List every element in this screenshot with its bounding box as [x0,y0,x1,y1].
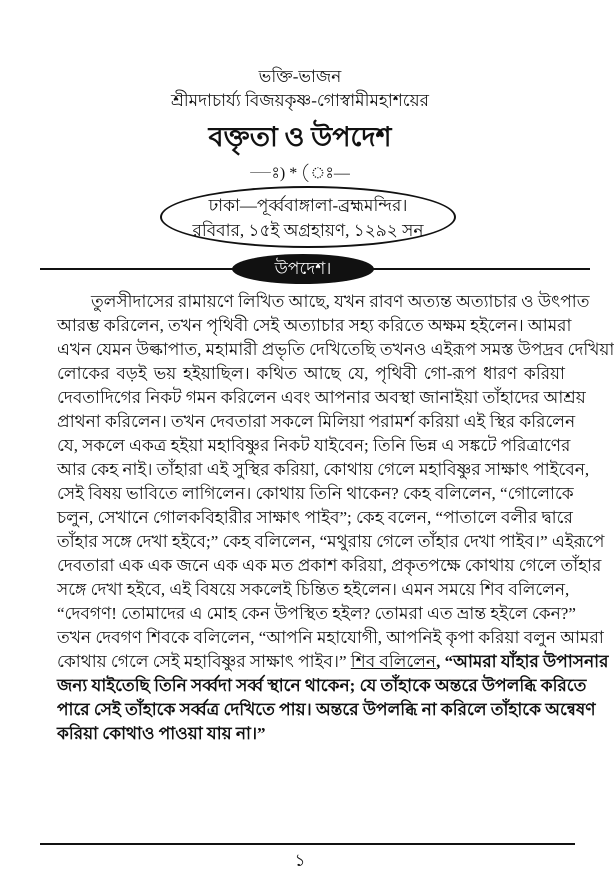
text-line: তখন দেবগণ শিবকে বলিলেন, “আপনি মহাযোগী, আপনিই কৃপা করিয়া বলুন আমরা [57,628,604,647]
text-line-bold: জন্য যাইতেছি তিনি সর্ব্বদা সর্ব্ব স্থানে থাকেন; যে তাঁহাকে অন্তরে উপলব্ধি করিতে [57,676,587,695]
text-segment: কোথায় গেলে সেই মহাবিষ্ণুর সাক্ষাৎ পাইব।” [57,652,347,671]
text-line: আরম্ভ করিলেন, তখন পৃথিবী সেই অত্যাচার সহ্য করিতে অক্ষম হইলেন। আমরা [57,316,572,335]
header-author: শ্রীমদাচার্য্য বিজয়কৃষ্ণ-গোস্বামীমহাশয়ের [170,91,430,110]
text-line: সঙ্গে দেখা হইবে, এই বিষয়ে সকলেই চিন্তিত হইলেন। এমন সময়ে শিব বলিলেন, [57,580,570,599]
footer-divider [40,843,575,845]
text-line: সেই বিষয় ভাবিতে লাগিলেন। কোথায় তিনি থাকেন? কেহ বলিলেন, “গোলোকে [57,484,574,503]
text-line: দেবতারা এক এক জনে এক এক মত প্রকাশ করিয়া, প্রকৃতপক্ষে কোথায় গেলে তাঁহার [57,556,602,575]
underlined-phrase: শিব বলিলেন [350,652,437,671]
text-segment-bold: , “আমরা যাঁহার উপাসনার [436,652,609,671]
text-line: চলুন, সেখানে গোলকবিহারীর সাক্ষাৎ পাইব”; কেহ বলেন, “পাতালে বলীর দ্বারে [57,508,573,527]
text-line: আর কেহ নাই। তাঁহারা এই সুস্থির করিয়া, কোথায় গেলে মহাবিষ্ণুর সাক্ষাৎ পাইবেন, [57,460,590,479]
text-line: যে, সকলে একত্র হইয়া মহাবিষ্ণুর নিকট যাইবেন; তিনি ভিন্ন এ সঙ্কটে পরিত্রাণের [57,436,571,455]
text-line: লোকের বড়ই ভয় হইয়াছিল। কথিত আছে যে, পৃথিবী গো-রূপ ধারণ করিয়া [57,364,565,383]
page-number: ১ [294,851,306,870]
text-line-bold: করিয়া কোথাও পাওয়া যায় না।” [57,724,266,743]
text-line [57,650,609,674]
date-line: রবিবার, ১৫ই অগ্রহায়ণ, ১২৯২ সন [192,221,424,240]
text-line: তুলসীদাসের রামায়ণে লিখিত আছে, যখন রাবণ অত্যন্ত অত্যাচার ও উৎপাত [91,292,590,311]
text-line: প্রাথনা করিলেন। তখন দেবতারা সকলে মিলিয়া পরামর্শ করিয়া এই স্থির করিলেন [57,412,576,431]
text-line: দেবতাদিগের নিকট গমন করিলেন এবং আপনার অবস্থা জানাইয়া তাঁহাদের আশ্রয় [57,388,586,407]
place-line: ঢাকা—পূর্ব্ববাঙ্গালা-ব্রহ্মমন্দির। [208,196,408,215]
page-title: বক্তৃতা ও উপদেশ [208,122,392,152]
section-label: উপদেশ। [232,254,374,284]
text-line-bold: পারে সেই তাঁহাকে সর্ব্বত্র দেখিতে পায়। অন্তরে উপলব্ধি না করিলে তাঁহাকে অন্বেষণ [57,700,596,719]
text-line: এখন যেমন উল্কাপাত, মহামারী প্রভৃতি দেখিতেছি তখনও এইরূপ সমস্ত উপদ্রব দেখিয়া [57,340,614,359]
text-line: তাঁহার সঙ্গে দেখা হইবে;” কেহ বলিলেন, “মথুরায় গেলে তাঁহার দেখা পাইব।” এইরূপে [57,532,605,551]
ornament: —ঃ) * (ঃ— [250,165,350,182]
text-line: “দেবগণ! তোমাদের এ মোহ কেন উপস্থিত হইল? তোমরা এত ভ্রান্ত হইলে কেন?” [57,604,576,623]
header-dedication: ভক্তি-ভাজন [258,67,342,86]
body-text [57,290,614,746]
